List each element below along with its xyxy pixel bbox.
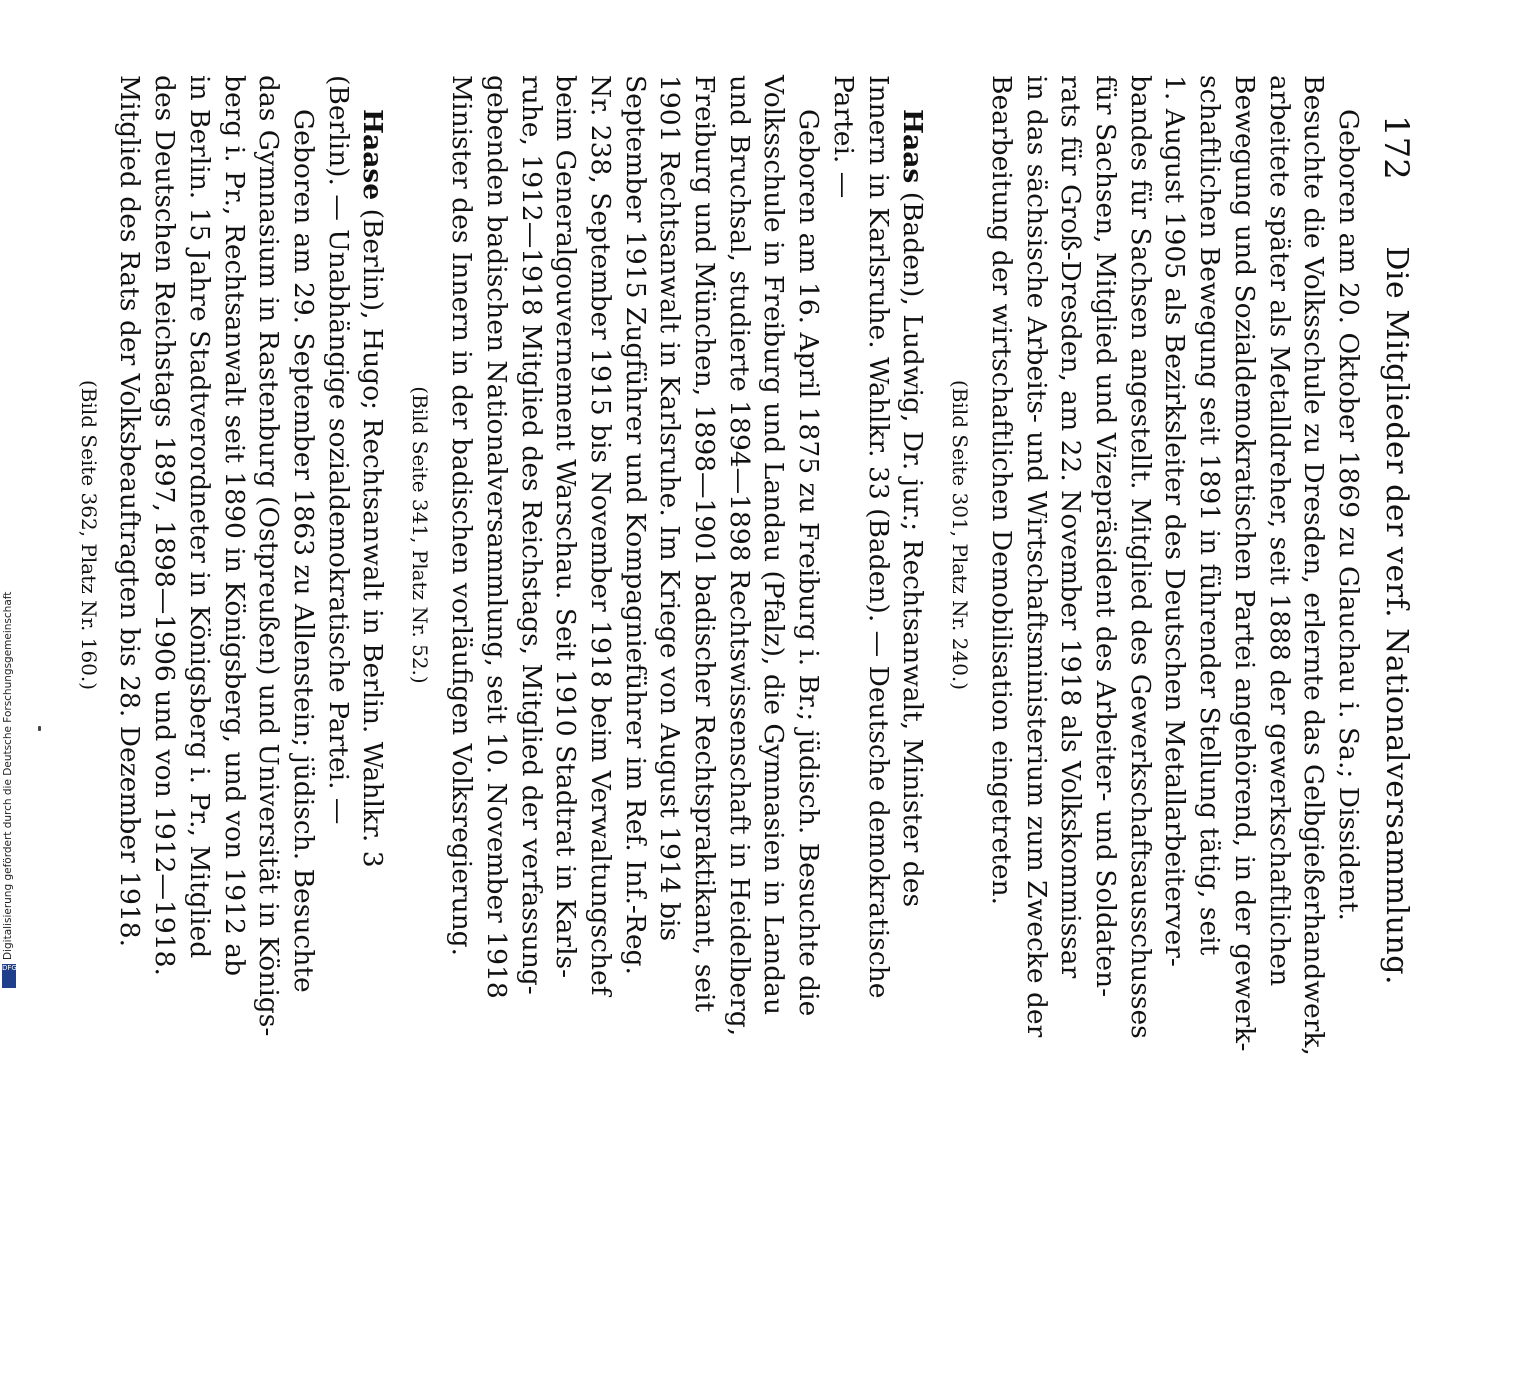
- digitization-credit: Digitalisierung gefördert durch die Deutsche Forschungsgemeinschaft: [2, 591, 14, 960]
- image-reference: (Bild Seite 362, Platz Nr. 160.): [76, 379, 101, 691]
- text-line: beim Generalgouvernement Warschau. Seit 1910 Stadtrat in Karls-: [550, 75, 582, 979]
- text-line: Bewegung und Sozialdemokratischen Partei angehörend, in der gewerk-: [1228, 75, 1260, 1052]
- text-line: Geboren am 29. September 1863 zu Allenstein; jüdisch. Besuchte: [288, 109, 320, 993]
- scan-speck: [38, 726, 41, 731]
- member-name: Haase: [357, 109, 389, 201]
- text-line: gebenden badischen Nationalversammlung, seit 10. November 1918: [480, 75, 512, 999]
- entry-continuation: [943, 75, 1365, 1056]
- text-line: Mitglied des Rats der Volksbeauftragten bis 28. Dezember 1918.: [114, 75, 146, 948]
- text-line: und Bruchsal, studierte 1894—1898 Rechtswissenschaft in Heidelberg,: [723, 75, 755, 1037]
- text-line: ruhe, 1912—1918 Mitglied des Reichstags, Mitglied der verfassung-: [515, 75, 547, 995]
- entry-heading-line: [355, 75, 390, 995]
- text-line: Freiburg und München, 1898—1901 badischer Rechtspraktikant, seit: [689, 75, 721, 1013]
- member-name: Haas: [897, 109, 929, 184]
- text-line: September 1915 Zugführer und Kompagnieführer im Ref. Inf.-Reg.: [619, 75, 651, 975]
- text-line: Besuchte die Volksschule zu Dresden, erlernte das Gelbgießerhandwerk,: [1298, 75, 1330, 1056]
- entry-haase: [72, 75, 390, 1037]
- text-line: bandes für Sachsen angestellt. Mitglied des Gewerkschaftsausschusses: [1124, 75, 1156, 1039]
- text-line: des Deutschen Reichstags 1897, 1898—1906 und von 1912—1918.: [149, 75, 181, 976]
- text-line: Geboren am 20. Oktober 1869 zu Glauchau i. Sa.; Dissident.: [1333, 109, 1364, 921]
- text-line: 1. August 1905 als Bezirksleiter des Deutschen Metallarbeiterver-: [1159, 75, 1191, 967]
- text-line: Volksschule in Freiburg und Landau (Pfalz), die Gymnasien in Landau: [758, 75, 790, 1016]
- text-fragment: (Baden), Ludwig, Dr. jur.; Rechtsanwalt, Minister des: [897, 183, 929, 908]
- text-line: 1901 Rechtsanwalt in Karlsruhe. Im Kriege von August 1914 bis: [654, 75, 686, 942]
- text-line: in Berlin. 15 Jahre Stadtverordneter in Königsberg i. Pr., Mitglied: [183, 75, 215, 959]
- text-line: schaftlichen Bewegung seit 1891 in führender Stellung tätig, seit: [1194, 75, 1226, 956]
- image-reference: (Bild Seite 301, Platz Nr. 240.): [948, 379, 973, 691]
- text-line: Minister des Innern in der badischen vorläufigen Volksregierung.: [446, 75, 478, 957]
- text-line: Partei. —: [827, 75, 859, 199]
- dfg-logo-icon: DFG: [2, 964, 16, 988]
- text-line: für Sachsen, Mitglied und Vizepräsident des Arbeiter- und Soldaten-: [1090, 75, 1122, 998]
- digitization-note: [0, 0, 22, 1000]
- text-line: das Gymnasium in Rastenburg (Ostpreußen) und Universität in Königs-: [253, 75, 285, 1037]
- entry-heading-line: [895, 75, 930, 995]
- text-line: rats für Groß-Dresden, am 22. November 1918 als Volkskommissar: [1055, 75, 1087, 979]
- text-line: Bearbeitung der wirtschaftlichen Demobilisation eingetreten.: [985, 75, 1017, 905]
- page-number: 172: [1376, 115, 1416, 180]
- text-fragment: (Berlin), Hugo; Rechtsanwalt in Berlin. Wahlkr. 3: [357, 200, 389, 868]
- image-reference: (Bild Seite 341, Platz Nr. 52.): [408, 386, 433, 684]
- text-line: Nr. 238, September 1915 bis November 1918 beim Verwaltungschef: [584, 75, 616, 996]
- running-head: Die Mitglieder der verf. Nationalversammlung.: [1379, 246, 1414, 985]
- entry-haas: [403, 75, 929, 1037]
- book-page: [76, 75, 1425, 1395]
- text-line: (Berlin). — Unabhängige sozialdemokratische Partei. —: [322, 75, 354, 825]
- page-header: [1365, 75, 1425, 995]
- text-line: arbeitete später als Metalldreher, seit 1888 der gewerkschaftlichen: [1263, 75, 1295, 987]
- text-line: in das sächsische Arbeits- und Wirtschaftsministerium zum Zwecke der: [1020, 75, 1052, 1038]
- text-line: Geboren am 16. April 1875 zu Freiburg i. Br.; jüdisch. Besuchte die: [793, 109, 825, 1017]
- text-line: berg i. Pr., Rechtsanwalt seit 1890 in Königsberg, und von 1912 ab: [218, 75, 250, 977]
- text-line: Innern in Karlsruhe. Wahlkr. 33 (Baden). — Deutsche demokratische: [862, 75, 894, 999]
